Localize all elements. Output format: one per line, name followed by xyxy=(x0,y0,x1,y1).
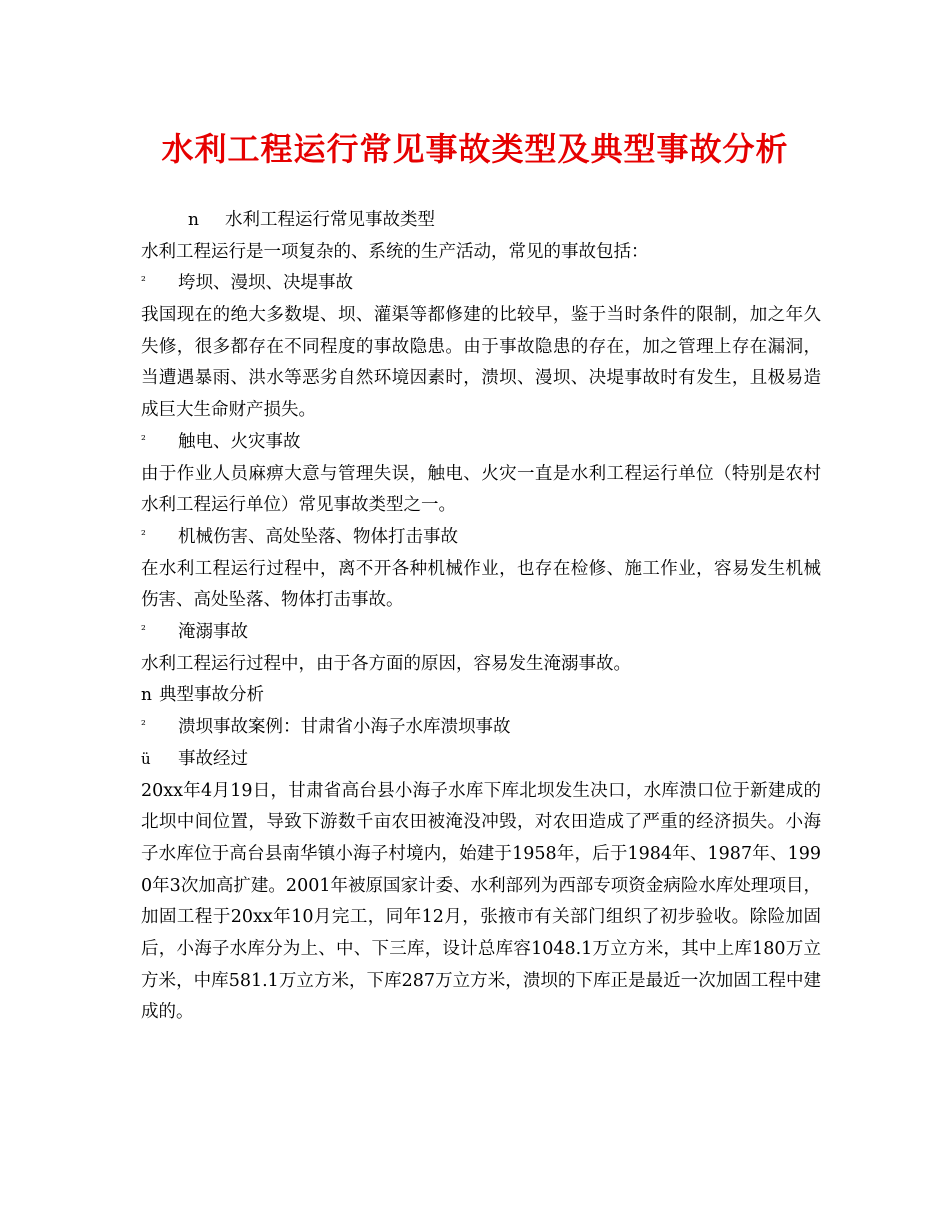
item-heading xyxy=(141,427,821,459)
bullet-marker: ² xyxy=(141,432,146,447)
section-heading-2 xyxy=(141,680,821,712)
check-marker: ü xyxy=(141,749,151,768)
section-marker: n xyxy=(188,210,199,230)
item-heading-text: 垮坝、漫坝、决堤事故 xyxy=(178,273,353,294)
bullet-marker: ² xyxy=(141,718,146,733)
document-title: 水利工程运行常见事故类型及典型事故分析 xyxy=(161,130,789,168)
bullet-marker: ² xyxy=(141,274,146,289)
item-paragraph: 水利工程运行过程中，由于各方面的原因，容易发生淹溺事故。 xyxy=(141,653,631,674)
document-body xyxy=(141,205,821,1029)
case-paragraph: 20xx年4月19日，甘肃省高台县小海子水库下库北坝发生决口，水库溃口位于新建成的北坝中间位置，导致下游数千亩农田被淹没冲毁，对农田造成了严重的经济损失。小海子水库位于高台县南华镇小海子村境内，始建于1958年，后于1984年、1987年、1990年3次加高扩建。2001年被原国家计委、水利部列为西部专项资金病险水库处理项目，加固工程于20xx年10月完工，同年12月，张掖市有关部门组织了初步验收。除险加固后，小海子水库分为上、中、下三库，设计总库容1048.1万立方米，其中上库180万立方米，中库581.1万立方米，下库287万立方米，溃坝的下库正是最近一次加固工程中建成的。 xyxy=(141,780,821,1023)
item-heading-text: 机械伤害、高处坠落、物体打击事故 xyxy=(178,526,458,547)
subsection-heading-text: 事故经过 xyxy=(178,748,248,769)
item-heading-text: 淹溺事故 xyxy=(178,622,248,643)
item-heading xyxy=(141,268,821,300)
section-marker: n xyxy=(141,685,152,706)
subsection-heading xyxy=(141,744,821,776)
case-heading-text: 溃坝事故案例：甘肃省小海子水库溃坝事故 xyxy=(178,717,511,738)
bullet-marker: ² xyxy=(141,623,146,638)
item-paragraph: 我国现在的绝大多数堤、坝、灌渠等都修建的比较早，鉴于当时条件的限制，加之年久失修，很多都存在不同程度的事故隐患。由于事故隐患的存在，加之管理上存在漏洞，当遭遇暴雨、洪水等恶劣自然环境因素时，溃坝、漫坝、决堤事故时有发生，且极易造成巨大生命财产损失。 xyxy=(141,305,821,421)
bullet-marker: ² xyxy=(141,527,146,542)
intro-paragraph: 水利工程运行是一项复杂的、系统的生产活动，常见的事故包括： xyxy=(141,241,649,262)
item-heading xyxy=(141,522,821,554)
section-heading-text: 水利工程运行常见事故类型 xyxy=(225,210,435,230)
item-paragraph: 在水利工程运行过程中，离不开各种机械作业，也存在检修、施工作业，容易发生机械伤害、高处坠落、物体打击事故。 xyxy=(141,558,821,611)
section-heading-text: 典型事故分析 xyxy=(159,685,264,706)
section-heading-1 xyxy=(141,205,821,237)
case-heading xyxy=(141,712,821,744)
item-heading xyxy=(141,617,821,649)
item-heading-text: 触电、火灾事故 xyxy=(178,431,301,452)
item-paragraph: 由于作业人员麻痹大意与管理失误，触电、火灾一直是水利工程运行单位（特别是农村水利工程运行单位）常见事故类型之一。 xyxy=(141,463,821,516)
